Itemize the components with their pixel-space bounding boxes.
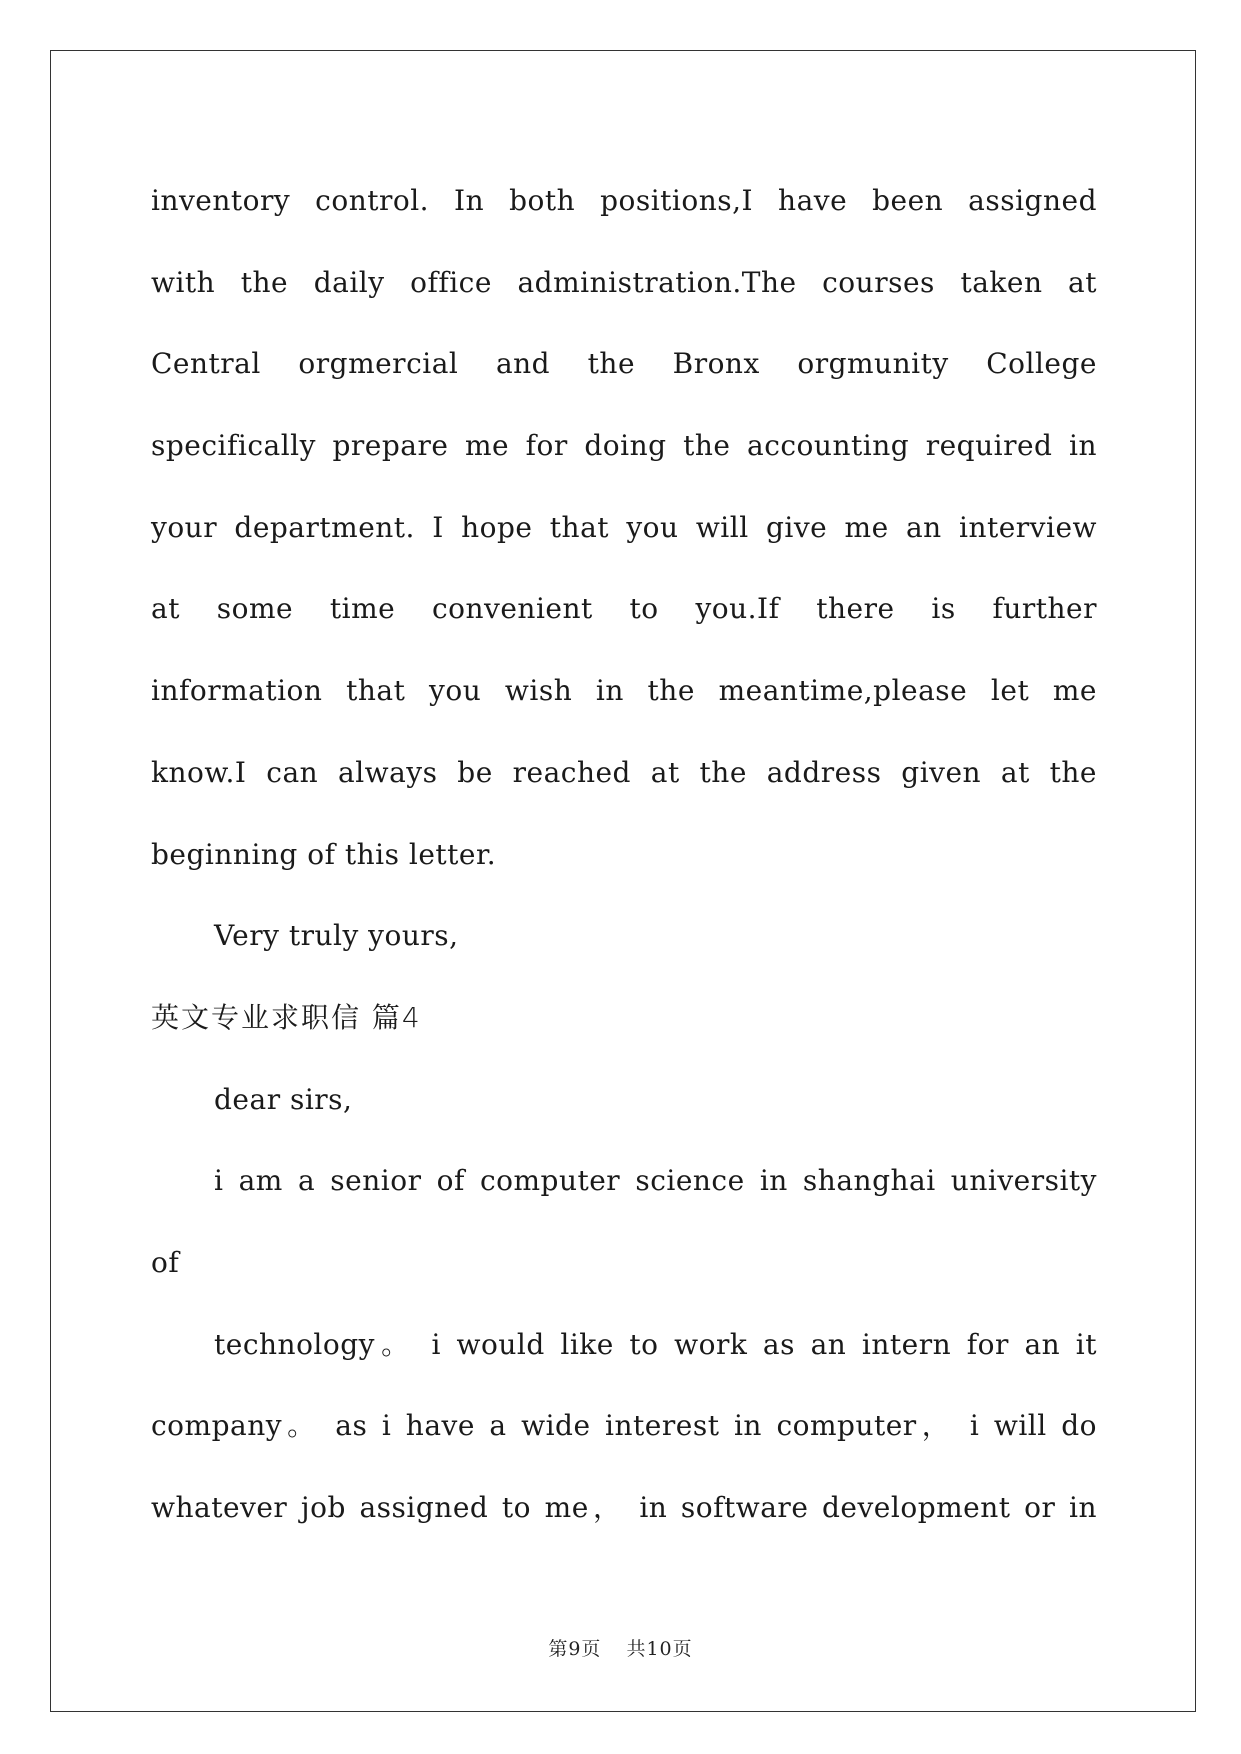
text-line-6: at some time convenient to you.If there is further: [151, 592, 1097, 626]
text-line-1: inventory control. In both positions,I have been assigned: [151, 184, 1097, 217]
text-line-17: whatever job assigned to me， in software development or in: [151, 1491, 1097, 1524]
text-line-4: specifically prepare me for doing the accounting required in: [151, 429, 1097, 463]
page-number: 第9页: [548, 1638, 602, 1660]
text-line-2: with the daily office administration.The courses taken at: [151, 265, 1097, 299]
text-line-7: information that you wish in the meantime,please let me: [151, 674, 1097, 708]
text-line-3: Central orgmercial and the Bronx orgmunity College: [151, 347, 1097, 381]
document-body: [151, 160, 1097, 1549]
text-line-5: your department. I hope that you will give me an interview: [151, 510, 1097, 544]
page-footer: [0, 1634, 1241, 1661]
text-line-13: i am a senior of computer science in shanghai university: [214, 1164, 1097, 1198]
closing-line: Very truly yours,: [214, 919, 459, 953]
salutation-line: dear sirs,: [214, 1082, 353, 1116]
text-line-14: of: [151, 1245, 180, 1279]
text-line-16: company。 as i have a wide interest in computer， i will do: [151, 1409, 1097, 1443]
text-line-8: know.I can always be reached at the address given at the: [151, 755, 1097, 789]
text-line-9: beginning of this letter.: [151, 837, 497, 871]
text-line-15: technology。 i would like to work as an intern for an it: [214, 1327, 1097, 1361]
section-heading: 英文专业求职信 篇4: [151, 1000, 422, 1034]
page-total: 共10页: [626, 1638, 693, 1660]
